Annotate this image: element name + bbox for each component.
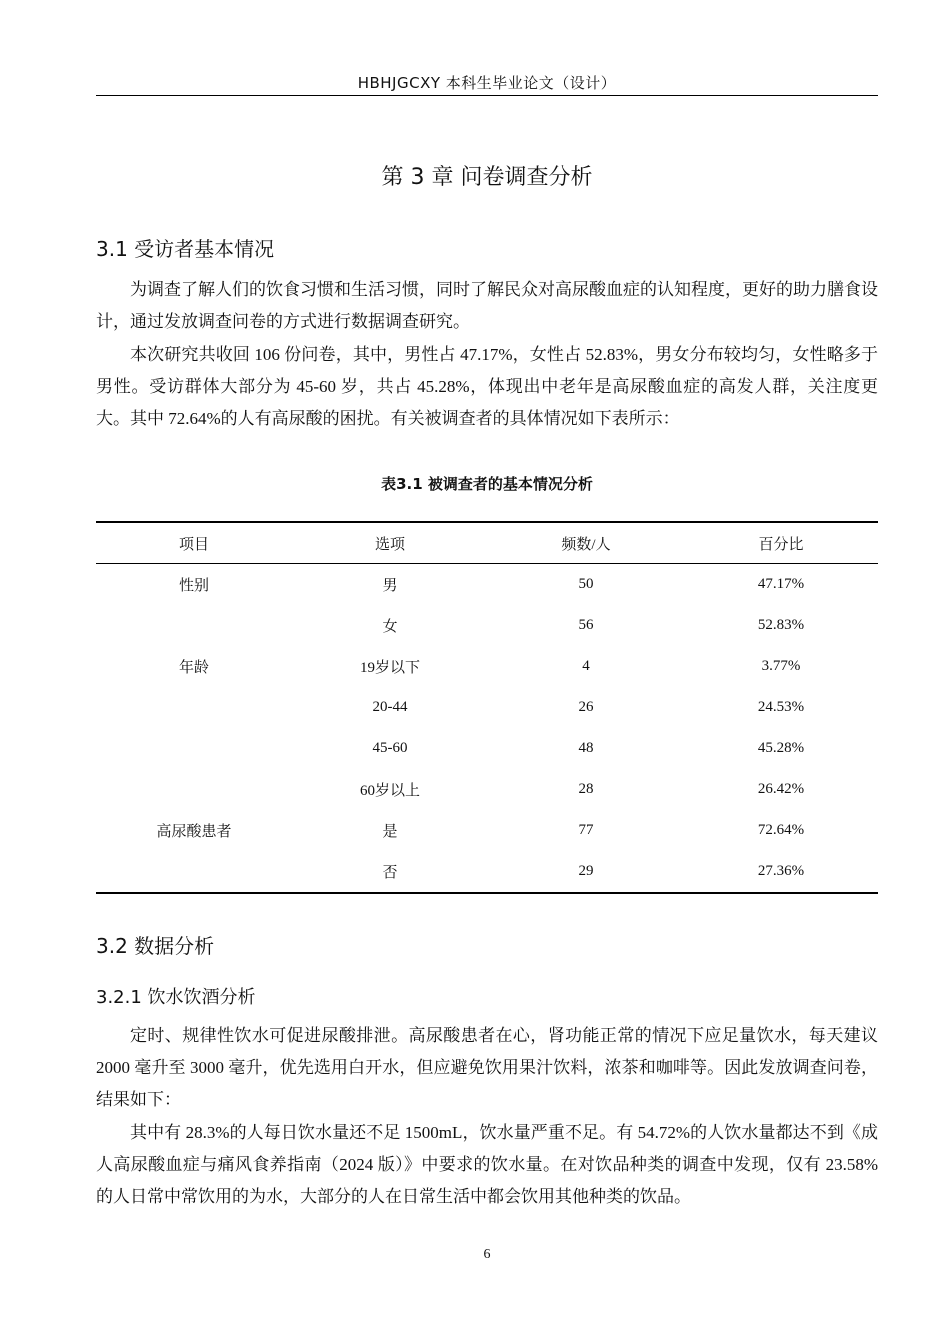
cell-frequency: 48 [578,740,594,756]
cell-item: 年龄 [178,660,209,676]
cell-frequency: 50 [578,576,594,592]
table-row [96,687,878,728]
cell-option: 男 [382,578,398,594]
cell-percent: 47.17% [757,576,805,592]
chapter-title: 第 3 章 问卷调查分析 [381,165,593,190]
section-3-1-paragraph-1: 为调查了解人们的饮食习惯和生活习惯，同时了解民众对高尿酸血症的认知程度，更好的助力膳食设计，通过发放调查问卷的方式进行数据调查研究。 [96,280,878,331]
cell-frequency: 28 [578,781,594,797]
cell-option: 是 [382,824,398,840]
cell-percent: 3.77% [761,658,801,674]
cell-item [96,851,292,893]
cell-item [96,769,292,810]
header-rule [96,95,878,96]
respondent-table [96,521,878,894]
cell-item [96,605,292,646]
cell-option: 45-60 [372,740,408,756]
running-header: HBHJGCXY 本科生毕业论文（设计） [357,74,617,92]
section-3-2-1-paragraph-2: 其中有 28.3%的人每日饮水量还不足 1500mL，饮水量严重不足。有 54.72%的人饮水量都达不到《成人高尿酸血症与痛风食养指南（2024 版）》中要求的饮水量。在对饮品种类的调查中发现，仅有 23.58%的人日常中常饮用的为水，大部分的人在日常生活中都会饮用其他种类的饮品。 [96,1123,878,1206]
cell-item: 性别 [178,578,209,594]
cell-item: 高尿酸患者 [156,824,232,840]
cell-percent: 45.28% [757,740,805,756]
cell-item [96,687,292,728]
header-frequency: 频数/人 [561,536,611,553]
cell-percent: 24.53% [757,699,805,715]
section-3-2-heading: 3.2 数据分析 [96,934,215,958]
cell-percent: 72.64% [757,822,805,838]
table-row [96,646,878,687]
table-header-row [96,522,878,564]
header-percent: 百分比 [758,536,804,553]
cell-frequency: 26 [578,699,594,715]
header-option: 选项 [374,536,405,553]
section-3-1-heading: 3.1 受访者基本情况 [96,237,275,261]
table-caption: 表3.1 被调查者的基本情况分析 [381,475,593,493]
cell-frequency: 4 [582,658,590,674]
cell-percent: 27.36% [757,863,805,879]
cell-option: 19岁以下 [359,660,420,676]
table-row [96,728,878,769]
cell-percent: 26.42% [757,781,805,797]
page-number: 6 [483,1247,491,1262]
cell-option: 20-44 [372,699,408,715]
header-item: 项目 [178,536,209,553]
section-3-2-1-heading: 3.2.1 饮水饮酒分析 [96,987,256,1008]
table-row [96,810,878,851]
table-row [96,851,878,893]
section-3-2-1-paragraph-1: 定时、规律性饮水可促进尿酸排泄。高尿酸患者在心，肾功能正常的情况下应足量饮水，每天建议 2000 毫升至 3000 毫升，优先选用白开水，但应避免饮用果汁饮料，浓茶和咖啡等。因此发放调查问卷，结果如下： [96,1026,878,1109]
table-row [96,605,878,646]
cell-option: 60岁以上 [359,783,420,799]
cell-option: 女 [382,619,398,635]
section-3-1-paragraph-2: 本次研究共收回 106 份问卷，其中，男性占 47.17%，女性占 52.83%，男女分布较均匀，女性略多于男性。受访群体大部分为 45-60 岁，共占 45.28%，体现出中老年是高尿酸血症的高发人群，关注度更大。其中 72.64%的人有高尿酸的困扰。有关被调查者的具体情况如下表所示： [96,345,878,428]
cell-item [96,728,292,769]
cell-frequency: 29 [578,863,594,879]
cell-percent: 52.83% [757,617,805,633]
table-row [96,769,878,810]
table-row [96,564,878,606]
cell-frequency: 56 [578,617,594,633]
cell-frequency: 77 [578,822,594,838]
cell-option: 否 [382,865,398,881]
